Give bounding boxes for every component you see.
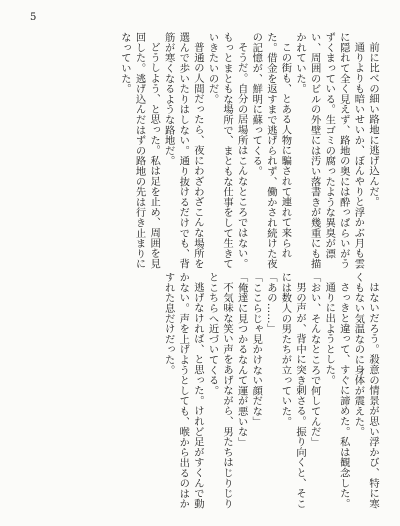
- lower-text-column: [16, 272, 380, 510]
- page-number: 5: [30, 12, 37, 23]
- dialogue-line: 「おい、そんなところで何してんだ」: [308, 272, 321, 448]
- dialogue-line: 「ここらじゃ見かけない顔だな」: [250, 272, 263, 427]
- paragraph: 通りよりも暗いせいか、ぼんやりと浮かぶ月も雲に隠れて全く見えず、路地の奥には酔っぱらいがうずくまっている。生ゴミの腐ったような異臭が漂い、周囲のビルの外壁には汚い落書きが幾重にも描かれていた。: [294, 32, 365, 269]
- upper-text-column: [16, 32, 380, 270]
- paragraph: 不気味な笑い声をあげながら、男たちはじりじりとこちらへ近づいてくる。: [206, 272, 234, 509]
- paragraph: はないだろう。殺意の情景が思い浮かび、特に寒くもない気温なのに身体が震えた。: [352, 272, 379, 509]
- paragraph: 男の声が、背中に突き刺さる。振り向くと、そこには数人の男たちが立っていた。: [279, 272, 307, 509]
- paragraph: 前に比べの細い路地に逃げ込んだ。: [367, 42, 379, 208]
- paragraph: さっきと違って、すぐに諦めた。私は観念した。: [337, 282, 350, 509]
- dialogue-line: 「あの……」: [264, 272, 277, 334]
- paragraph: 通りに出ようとした。: [323, 282, 336, 386]
- paragraph: 普通の人間だったら、夜にわざわざこんな場所を選んで歩いたりはしない。通り抜けるだけでも、背筋が寒くなるような路地だ。: [162, 32, 204, 269]
- paragraph: 逃げなければ、と思った。けれど足がすくんで動かない。声を上げようとしても、喉から出るのはかすれた息だけだった。: [162, 272, 204, 509]
- dialogue-line: 「俺達に見つかるなんて運が悪いな」: [235, 272, 248, 448]
- paragraph: どうしよう、と思った。私は足を止め、周囲を見回した。逃げ込んだはずの路地の先は行き止まりになっていた。: [118, 32, 161, 269]
- paragraph: そうだ。自分の居場所はこんなところではない。もっとまともな場所で、まともな仕事をして生きていきたいのだ。: [206, 32, 248, 269]
- paragraph: この街も、とある人物に騙されて連れて来られた。借金を返すまで逃げられず、働かされ続けた夜の記憶が、鮮明に蘇ってくる。: [250, 32, 292, 269]
